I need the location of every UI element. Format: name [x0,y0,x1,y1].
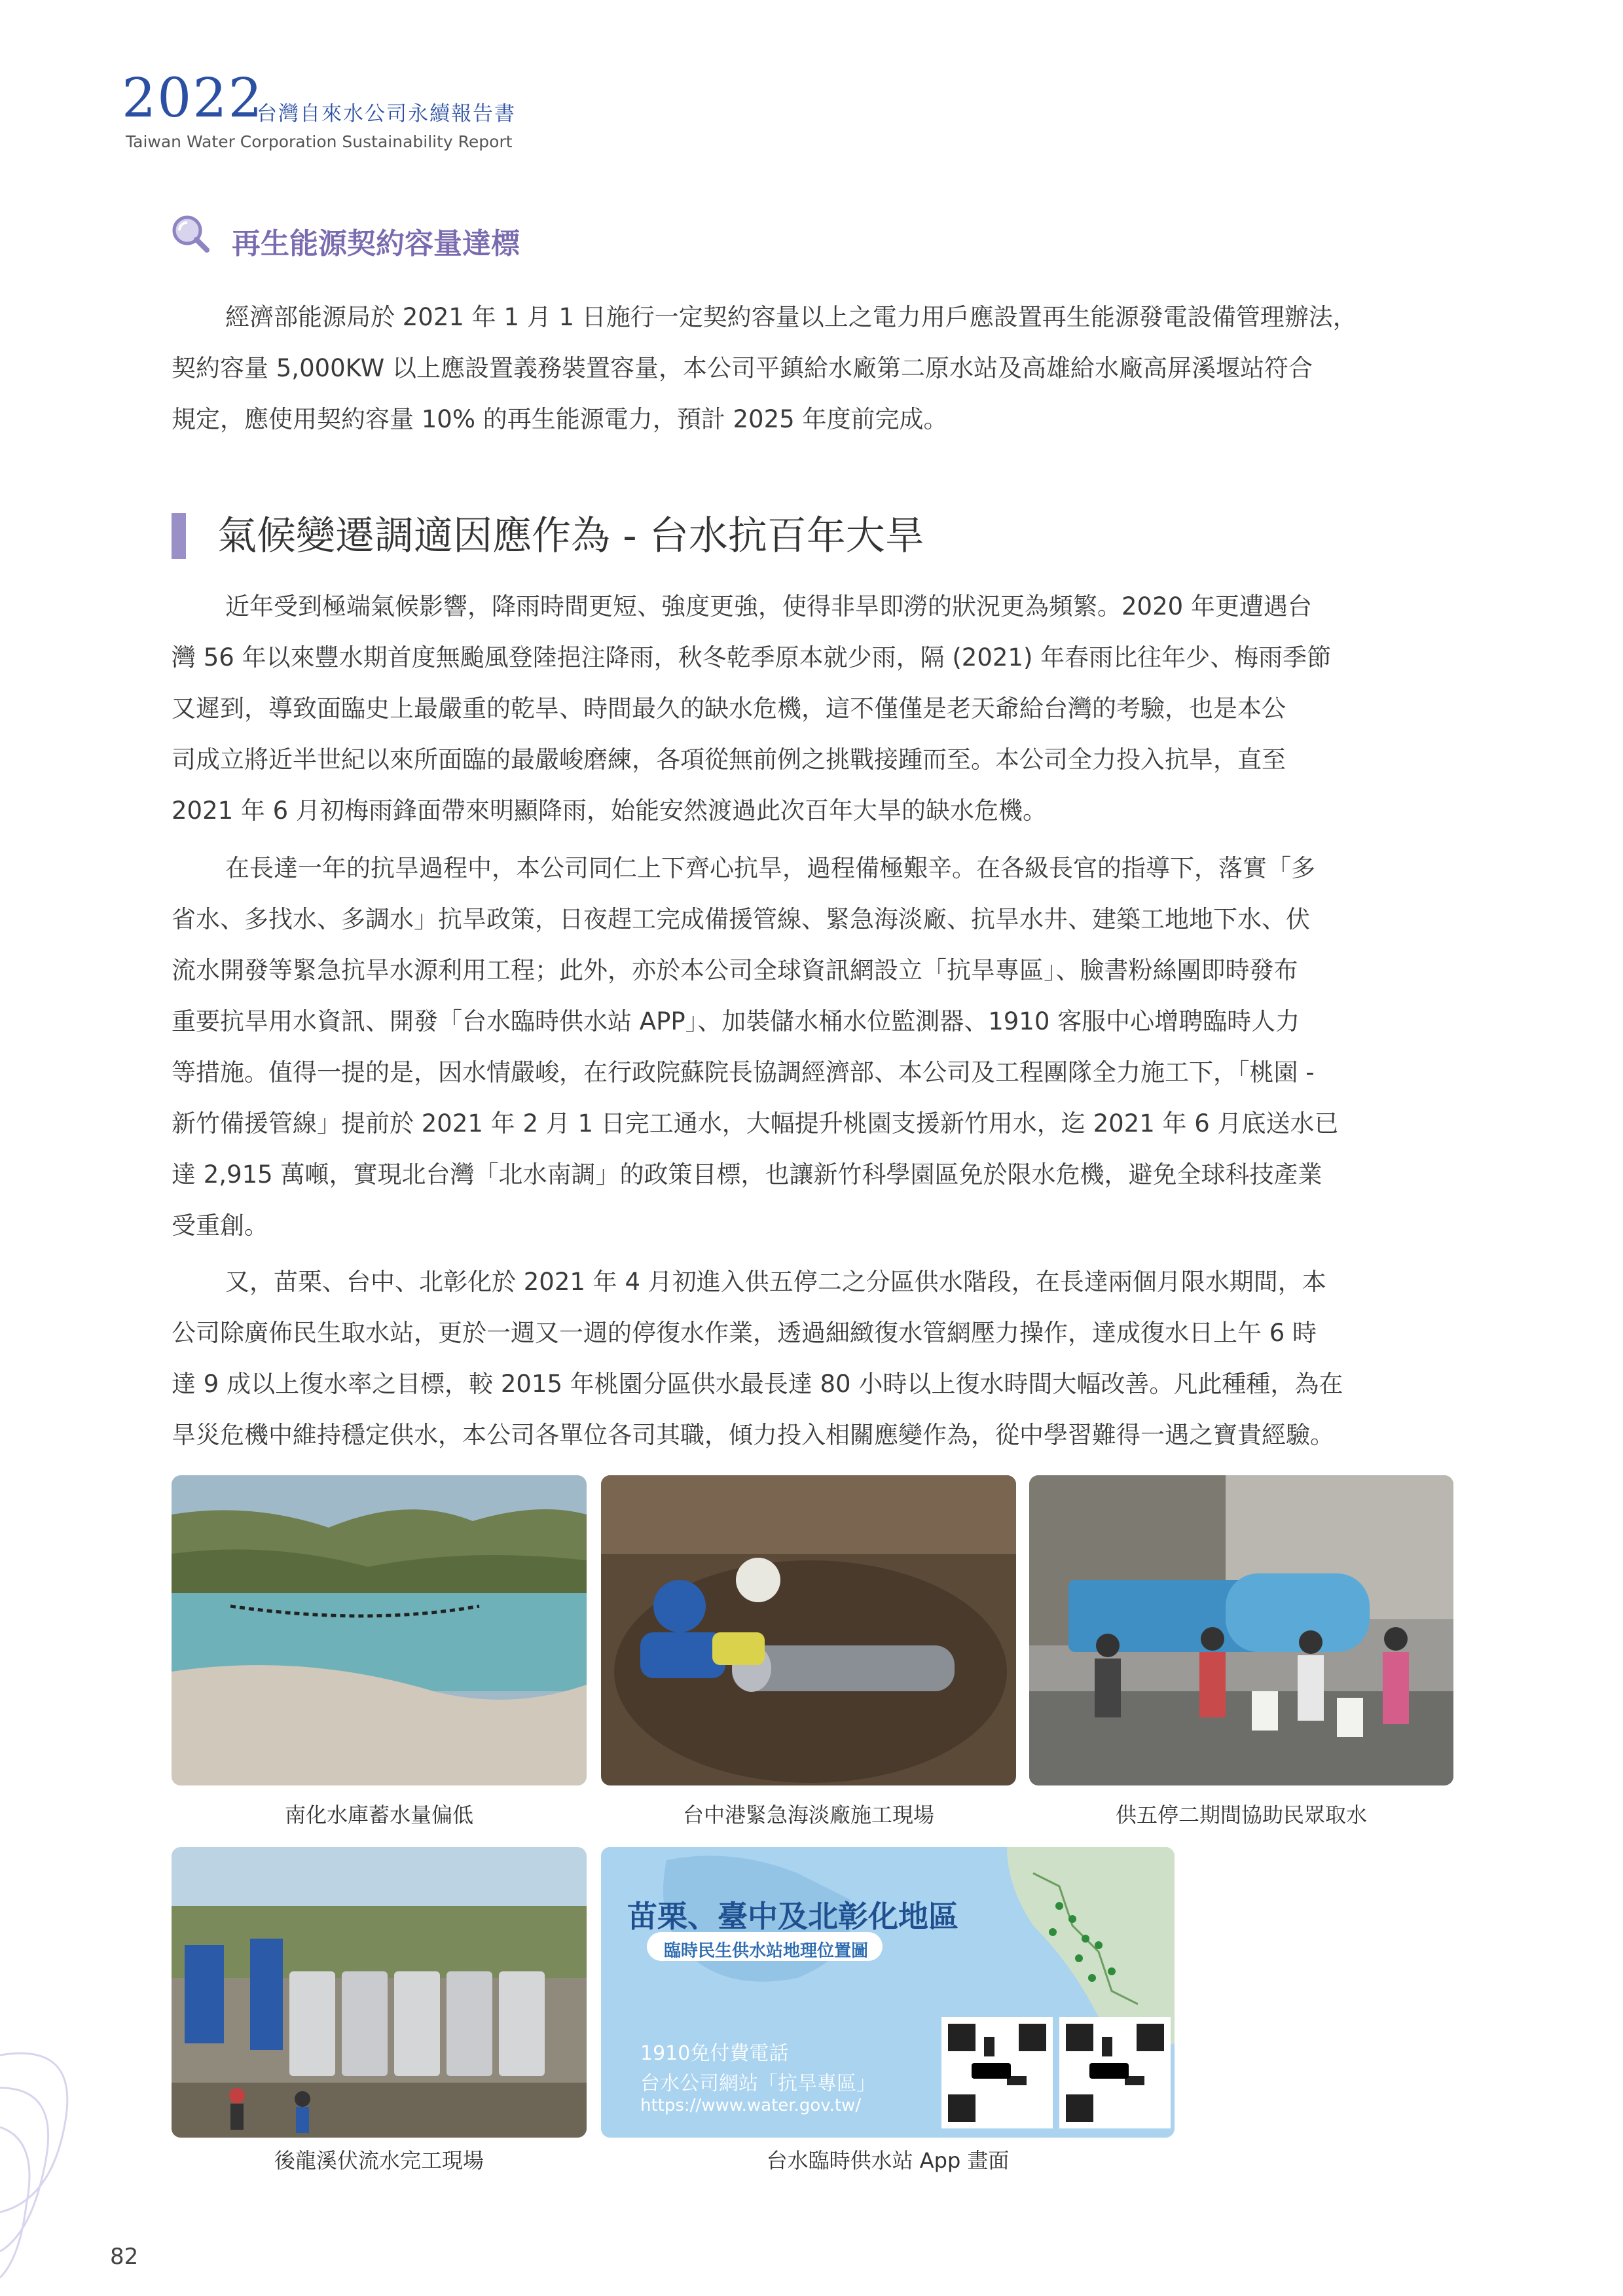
paragraph-line: 達 2,915 萬噸，實現北台灣「北水南調」的政策目標，也讓新竹科學園區免於限水危機，避免全球科技產業 [172,1160,1322,1189]
paragraph-line: 近年受到極端氣候影響，降雨時間更短、強度更強，使得非旱即澇的狀況更為頻繁。2020 年更遭遇台 [225,592,1312,620]
section-bar [172,513,186,559]
paragraph-line: 新竹備援管線」提前於 2021 年 2 月 1 日完工通水，大幅提升桃園支援新竹用水，迄 2021 年 6 月底送水已 [172,1109,1339,1138]
photo-reservoir [172,1475,587,1785]
app-website-label: 台水公司網站「抗旱專區」 [640,2072,876,2095]
section-paragraph-1 [172,581,1455,836]
section-title: 氣候變遷調適因應作為 - 台水抗百年大旱 [217,513,924,559]
photo-app-screen [601,1847,1175,2138]
paragraph-line: 受重創。 [172,1211,268,1240]
photo-desalination-site [601,1475,1016,1785]
paragraph-line: 又遲到，導致面臨史上最嚴重的乾旱、時間最久的缺水危機，這不僅僅是老天爺給台灣的考驗，也是本公 [172,694,1286,723]
magnifier-icon [170,213,211,254]
app-website-url: https://www.water.gov.tw/ [640,2096,862,2115]
app-hotline: 1910免付費電話 [640,2042,789,2065]
photo-caption: 供五停二期間協助民眾取水 [1115,1803,1367,1827]
paragraph-line: 契約容量 5,000KW 以上應設置義務裝置容量，本公司平鎮給水廠第二原水站及高雄給水廠高屏溪堰站符合 [172,354,1313,382]
report-year: 2022 [122,67,264,130]
subsection-paragraph [172,292,1455,445]
subsection-title: 再生能源契約容量達標 [232,227,520,260]
paragraph-line: 規定，應使用契約容量 10% 的再生能源電力，預計 2025 年度前完成。 [172,405,948,433]
app-subtitle: 臨時民生供水站地理位置圖 [664,1941,869,1961]
paragraph-line: 等措施。值得一提的是，因水情嚴峻，在行政院蘇院長協調經濟部、本公司及工程團隊全力施工下，「桃園 - [172,1058,1315,1086]
paragraph-line: 經濟部能源局於 2021 年 1 月 1 日施行一定契約容量以上之電力用戶應設置再生能源發電設備管理辦法， [225,303,1357,331]
paragraph-line: 達 9 成以上復水率之目標，較 2015 年桃園分區供水最長達 80 小時以上復水時間大幅改善。凡此種種，為在 [172,1370,1343,1398]
report-title-zh: 台灣自來水公司永續報告書 [257,102,516,126]
paragraph-line: 旱災危機中維持穩定供水，本公司各單位各司其職，傾力投入相關應變作為，從中學習難得一遇之寶貴經驗。 [172,1421,1334,1449]
paragraph-line: 2021 年 6 月初梅雨鋒面帶來明顯降雨，始能安然渡過此次百年大旱的缺水危機。 [172,797,1047,825]
photo-water-collection [1029,1475,1453,1785]
paragraph-line: 在長達一年的抗旱過程中，本公司同仁上下齊心抗旱，過程備極艱辛。在各級長官的指導下，落實「多 [225,854,1315,882]
app-title: 苗栗、臺中及北彰化地區 [627,1899,958,1934]
paragraph-line: 公司除廣佈民生取水站，更於一週又一週的停復水作業，透過細緻復水管網壓力操作，達成復水日上午 6 時 [172,1319,1317,1347]
paragraph-line: 司成立將近半世紀以來所面臨的最嚴峻磨練，各項從無前例之挑戰接踵而至。本公司全力投入抗旱，直至 [172,745,1286,774]
photo-caption: 後龍溪伏流水完工現場 [274,2148,484,2173]
paragraph-line: 省水、多找水、多調水」抗旱政策，日夜趕工完成備援管線、緊急海淡廠、抗旱水井、建築工地地下水、伏 [172,905,1310,933]
decorative-curves [0,2016,118,2296]
paragraph-line: 重要抗旱用水資訊、開發「台水臨時供水站 APP」、加裝儲水桶水位監測器、1910 客服中心增聘臨時人力 [172,1007,1300,1035]
page-number: 82 [110,2244,139,2270]
report-title-en: Taiwan Water Corporation Sustainability Report [126,132,513,151]
section-paragraph-2 [172,843,1455,1251]
paragraph-line: 灣 56 年以來豐水期首度無颱風登陸挹注降雨，秋冬乾季原本就少雨，隔 (2021) 年春雨比往年少、梅雨季節 [172,643,1332,672]
paragraph-line: 又，苗栗、台中、北彰化於 2021 年 4 月初進入供五停二之分區供水階段，在長達兩個月限水期間，本 [225,1268,1326,1296]
photo-underflow-water-site [172,1847,587,2138]
photo-caption: 南化水庫蓄水量偏低 [284,1803,473,1827]
photo-caption: 台水臨時供水站 App 畫面 [766,2148,1010,2173]
paragraph-line: 流水開發等緊急抗旱水源利用工程；此外，亦於本公司全球資訊網設立「抗旱專區」、臉書粉絲團即時發布 [172,956,1298,984]
section-paragraph-3 [172,1257,1455,1461]
photo-caption: 台中港緊急海淡廠施工現場 [682,1803,934,1827]
